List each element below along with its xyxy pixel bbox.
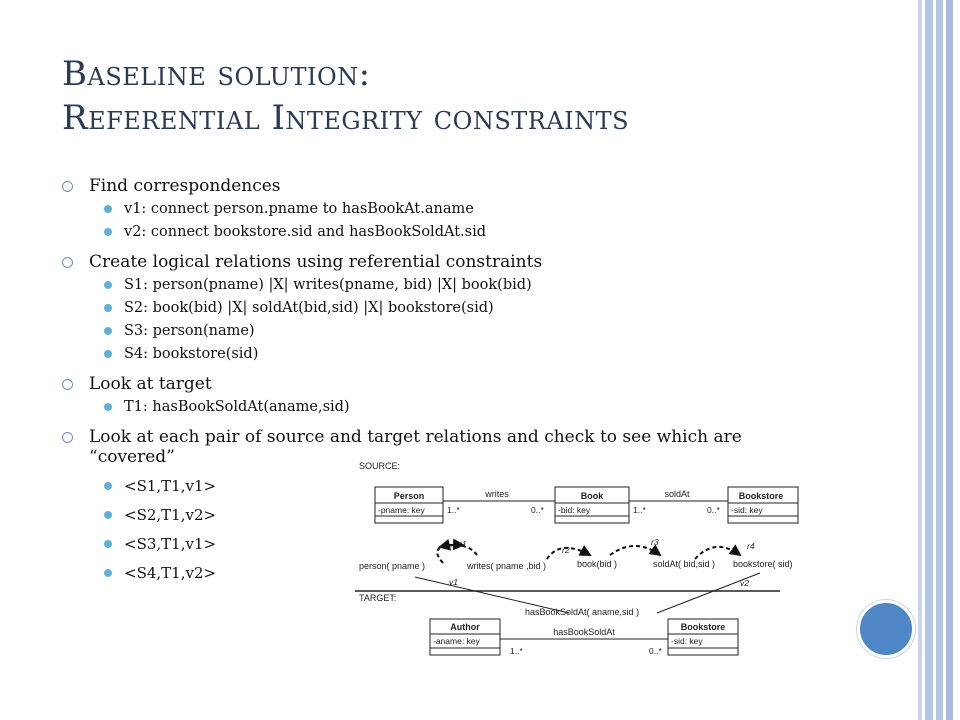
title-line-1: Baseline solution: <box>62 54 371 94</box>
bullet-create-relations: Create logical relations using referential constraints <box>62 252 862 272</box>
decor-bar <box>946 0 953 720</box>
entity-bookstore-target <box>668 619 738 655</box>
title-line-2: Referential Integrity constraints <box>62 98 630 138</box>
target-label: TARGET: <box>359 593 397 603</box>
ref-r2: r2 <box>562 545 570 555</box>
pair-item: <S2,T1,v2> <box>62 506 862 525</box>
bullet-look-at-target: Look at target <box>62 374 862 394</box>
sub-bullet: v1: connect person.pname to hasBookAt.aname <box>62 200 862 219</box>
svg-text:-aname: key: -aname: key <box>433 636 480 646</box>
svg-text:-sid: key: -sid: key <box>671 636 703 646</box>
link-writes: writes <box>485 489 509 499</box>
mapping-diagram <box>355 455 793 680</box>
bullet-find-correspondences: Find correspondences <box>62 176 862 196</box>
sub-bullet: S3: person(name) <box>62 322 862 341</box>
link-hasbooksoldat: hasBookSoldAt <box>553 627 615 637</box>
sub-bullet: S2: book(bid) |X| soldAt(bid,sid) |X| bookstore(sid) <box>62 299 862 318</box>
link-soldat: soldAt <box>664 489 690 499</box>
svg-text:-pname: key: -pname: key <box>378 505 425 515</box>
sub-bullet: S1: person(pname) |X| writes(pname, bid) |X| book(bid) <box>62 276 862 295</box>
slide-title <box>62 52 902 140</box>
decor-bar <box>918 0 922 720</box>
sub-bullet: S4: bookstore(sid) <box>62 345 862 364</box>
ref-r3: r3 <box>651 537 659 547</box>
pair-item: <S3,T1,v1> <box>62 535 862 554</box>
decor-bar <box>936 0 943 720</box>
svg-text:Author: Author <box>450 622 480 632</box>
decor-bar <box>925 0 933 720</box>
entity-bookstore-source <box>728 487 798 523</box>
relation-writes: writes( pname ,bid ) <box>467 561 547 571</box>
pair-item: <S4,T1,v2> <box>62 564 862 583</box>
svg-text:1..*: 1..* <box>510 646 523 656</box>
pair-item: <S1,T1,v1> <box>62 477 862 496</box>
svg-text:1..*: 1..* <box>633 505 646 515</box>
svg-text:Book: Book <box>580 491 604 501</box>
relation-soldat: soldAt( bid,sid ) <box>653 559 716 569</box>
svg-text:-bid: key: -bid: key <box>558 505 591 515</box>
sub-bullet: v2: connect bookstore.sid and hasBookSoldAt.sid <box>62 223 862 242</box>
source-label: SOURCE: <box>359 461 401 471</box>
ref-r1: r1 <box>459 539 467 549</box>
relation-bookstore: bookstore( sid) <box>733 559 793 569</box>
entity-book <box>555 487 629 523</box>
svg-text:Person: Person <box>393 491 425 501</box>
bullet-check-pairs: Look at each pair of source and target relations and check to see which are “covered” <box>62 427 782 467</box>
svg-text:Bookstore: Bookstore <box>738 491 784 501</box>
relation-person: person( pname ) <box>359 561 426 571</box>
svg-text:0..*: 0..* <box>649 646 662 656</box>
corr-v2: v2 <box>740 578 749 588</box>
target-relation: hasBookSoldAt( aname,sid ) <box>525 607 640 617</box>
entity-person <box>375 487 443 523</box>
corr-v1: v1 <box>449 577 458 587</box>
relation-book: book(bid ) <box>577 559 618 569</box>
svg-text:0..*: 0..* <box>707 505 720 515</box>
svg-text:Bookstore: Bookstore <box>680 622 726 632</box>
ref-r4: r4 <box>747 541 755 551</box>
sub-bullet: T1: hasBookSoldAt(aname,sid) <box>62 398 862 417</box>
entity-author <box>430 619 500 655</box>
svg-text:-sid: key: -sid: key <box>731 505 763 515</box>
decor-circle <box>857 600 915 658</box>
svg-text:1..*: 1..* <box>447 505 460 515</box>
svg-text:0..*: 0..* <box>531 505 544 515</box>
